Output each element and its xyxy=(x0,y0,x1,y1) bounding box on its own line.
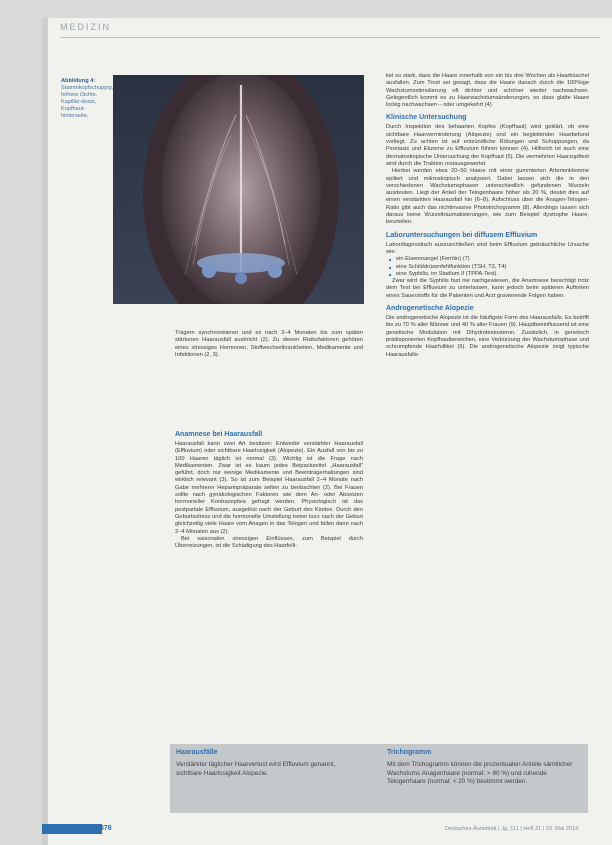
list-item: ■ eine Syphilis, im Stadium II (TPPA-Test). xyxy=(392,271,589,278)
header-rule xyxy=(60,37,600,38)
page-fold-shadow xyxy=(42,18,48,845)
paragraph: Die androgenetische Alopezie ist die häufigste Form des Haarausfalls. Es betrifft bis zu 70 % aller Männer und 40 % aller Frauen (9). Hauptbeeinflussend ist eine genetische Modulation mit Dihydrotestosteron. Zusätzlich, in genetisch prädisponierten Kopfhautbereichen, eine Verkürzung der Wachstumsphase und schrumpfende Haarfollikel (9). Die androgenetische Alopezie zeigt typische Haarausfalls- xyxy=(386,315,589,358)
footer-accent-bar xyxy=(42,824,102,834)
section-heading: Anamnese bei Haarausfall xyxy=(175,431,263,438)
figure-label: Abbildung 4: xyxy=(61,78,96,84)
list-item: ■ eine Schilddrüsenfehlfunktion (TSH, T3, T4) xyxy=(392,264,589,271)
right-column xyxy=(386,73,589,359)
paragraph: Haarausfall kann zwei Art besitzen: Entweder verstärkter Haarausfall (Effluvium) oder sichtbare Haarlosigkeit (Alopezie). Ein Ausfall von bis zu 100 Haaren täglich ist normal (3). Wichtig ist die Frage nach Medikamenten. Zwar ist es kaum jedes Beipackzettel „Haarausfall“ geführt, doch nur wenige Medikamente und Beeinträgerhaltungen sind wirklich relevant (3). So ist zum Beispiel Haarausfall 2–4 Monate nach Gabe mehrerer Heparinpräparate selten zu beobachten (2). Bei Frauen sollte nach gynäkologischen Faktoren wie dem An- oder Absetzen hormoneller Kontrazeptiva gefragt werden. Physiologisch ist das postpartale Effluvium, ausgelöst nach der Geburt des Kindes. Durch den Geburtsstress und die hormonelle Umstellung treten kurz nach der Geburt gleichzeitig viele Haare vom Anagen in das Telogen und fallen dann nach 2–4 Monaten aus (2). xyxy=(175,441,363,535)
list-item: ■ ein Eisenmangel (Ferritin) (7) xyxy=(392,256,589,263)
bullet-list xyxy=(386,256,589,278)
paragraph: Durch Inspektion des behaarten Kopfes (Kopfhaut) wird geklärt, ob eine sichtbare Haarverminderung (Alopezie) und ein begleitender Haarbefund vorliegt. Zu achten ist auf entzündliche Rötungen und Schuppungen, da Psoriasis und Ekzeme zu Effluvium führen können (4). Hilfreich ist auch eine dermatoskopische Untersuchung der Kopfhaut (5). Die vermehrten Haarzupftest wird durch die Traktion rostausgewertet. xyxy=(386,124,589,167)
section-heading: Klinische Untersuchung xyxy=(386,114,467,122)
journal-citation: Deutsches Ärzteblatt | Jg. 111 | Heft 21 | 23. Mai 2014 xyxy=(445,826,579,832)
section-heading: Androgenetische Alopezie xyxy=(386,305,474,313)
scalp-photo xyxy=(113,75,364,304)
left-column-body xyxy=(175,426,363,550)
box-text-right: Mit dem Trichogramm können die prozentualen Anteile sämtlicher Wachstums Anagenhaare (normal: > 80 %) und ruhende Telogenhaare (normal: < 20 %) bestimmt werden. xyxy=(387,761,573,786)
scalp-photo-image xyxy=(113,75,364,304)
paragraph: Hierbei werden etwa 20–50 Haare mit einer gummierten Arterienklemme epiliert und mikroskopisch analysiert. Dabei lassen sich die in den verschiedenen Wachstumsphasen unterschiedlich gefundenen Wurzeln ausdeuten. Liegt der Anteil der Telogenhaare höher als 20 %, deutet dies auf einen verstärkten Haarausfall hin (6–8). Aufschluss über die Anagen-Telogen-Ratio gibt auch das nichtinvasive Phototrichogramm (8). Allerdings lassen sich daraus keine Wurzeltraumatisierungen, wie zum Beispiel dystrophe Haare, beurteilen. xyxy=(386,168,589,226)
paragraph: Trägern synchronisieren und es nach 2–4 Monaten bis zum späten stärkeren Haarausfall ausbricht (2). Zu diesen Risikofaktoren gehören eines stressiges Hormonen, Stoffwechselkrankheiten, Medikamente und Infektionen (2, 3). xyxy=(175,330,363,358)
paragraph: kel so stark, dass die Haare innerhalb von ein bis drei Wochen als Haarbüschel ausfallen. Zum Trost sei gesagt, dass die Haare danach durch die 100%ige Wachstumsstimulierung oft dichter und schöner wieder nachwachsen. Gelegentlich kommt es zu Haarwachstumsänderungen, so dass glatte Haare lockig nachwachsen – oder umgekehrt (4). xyxy=(386,73,589,109)
box-title-right: Trichogramm xyxy=(387,749,432,756)
section-heading: Laboruntersuchungen bei diffusem Effluvium xyxy=(386,231,538,239)
paragraph: Labordiagnostisch auszuschließen sind beim Effluvium gebräuchliche Ursache wie: xyxy=(386,241,589,255)
box-text-left: Verstärkter täglicher Haarverlust wird Effluvium genannt, sichtbare Haarlosigkeit Alopezie. xyxy=(176,761,336,777)
box-title-left: Haarausfälle xyxy=(176,749,218,756)
page-number: 378 xyxy=(100,825,112,832)
paragraph: Bei saisonalen stressigen Einflüssen, zum Beispiel durch Überreizungen, ist die Schädigung des Haarfolli- xyxy=(175,535,363,550)
left-column-intro xyxy=(175,330,363,359)
paragraph: Zwar wird die Syphilis fast nie nachgewiesen, die Anamnese berechtigt trotz dem Test bei Effluvium zu unterlassen, kann jedoch beim späteren Auftreten eines Sauerstoffs für die Patienten und Arzt gravierende Folgen haben. xyxy=(386,278,589,299)
figure-caption-text: Stammkopfschuppig, höhere Dichte, Kapillar-dosis, Kopfhaut-hinterseite. xyxy=(61,85,114,119)
section-label: MEDIZIN xyxy=(60,22,111,32)
figure-caption xyxy=(61,78,114,120)
